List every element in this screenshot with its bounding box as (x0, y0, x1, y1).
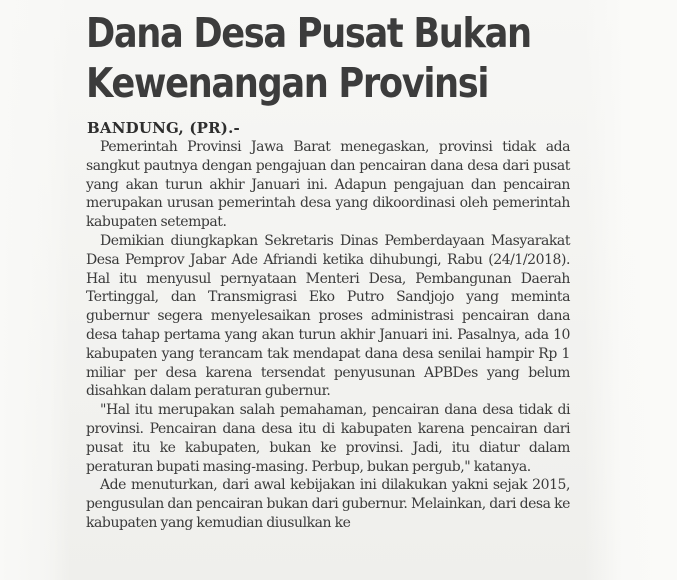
paragraph-1: Pemerintah Provinsi Jawa Barat menegaskan, provinsi tidak ada sangkut pautnya dengan pengajuan dan pencairan dana desa dari pusat yang akan turun akhir Januari ini. Adapun pengajuan dan pencairan merupakan urusan pemerintah desa yang dikoordinasi oleh pemerintah kabupaten setempat. (86, 139, 570, 231)
article-dateline: BANDUNG, (PR).- (87, 119, 240, 137)
article-headline (86, 8, 533, 108)
headline-line-1: Dana Desa Pusat Bukan (86, 9, 531, 57)
paragraph-3: "Hal itu merupakan salah pemahaman, pencairan dana desa tidak di provinsi. Pencairan dana desa itu di kabupaten karena pencairan dari pusat itu ke kabupaten, bukan ke provinsi. Jadi, itu diatur dalam peraturan bupati masing-masing. Perbup, bukan pergub," katanya. (86, 402, 570, 475)
article-body (86, 138, 570, 533)
headline-line-2: Kewenangan Provinsi (86, 59, 489, 107)
paragraph-2: Demikian diungkapkan Sekretaris Dinas Pemberdayaan Masyarakat Desa Pemprov Jabar Ade Afriandi ketika dihubungi, Rabu (24/1/2018). Hal itu menyusul pernyataan Menteri Desa, Pembangunan Daerah Tertinggal, dan Transmigrasi Eko Putro Sandjojo yang meminta gubernur segera menyelesaikan proses administrasi pencairan dana desa tahap pertama yang akan turun akhir Januari ini. Pasalnya, ada 10 kabupaten yang terancam tak mendapat dana desa senilai hampir Rp 1 miliar per desa karena tersendat penyusunan APBDes yang belum disahkan dalam peraturan gubernur. (86, 232, 570, 400)
scan-edge-right (585, 0, 677, 580)
paragraph-4: Ade menuturkan, dari awal kebijakan ini dilakukan yakni sejak 2015, pengusulan dan pencairan bukan dari gubernur. Melainkan, dari desa ke kabupaten yang kemudian diusulkan ke (86, 477, 570, 531)
scan-edge-left (0, 0, 70, 580)
